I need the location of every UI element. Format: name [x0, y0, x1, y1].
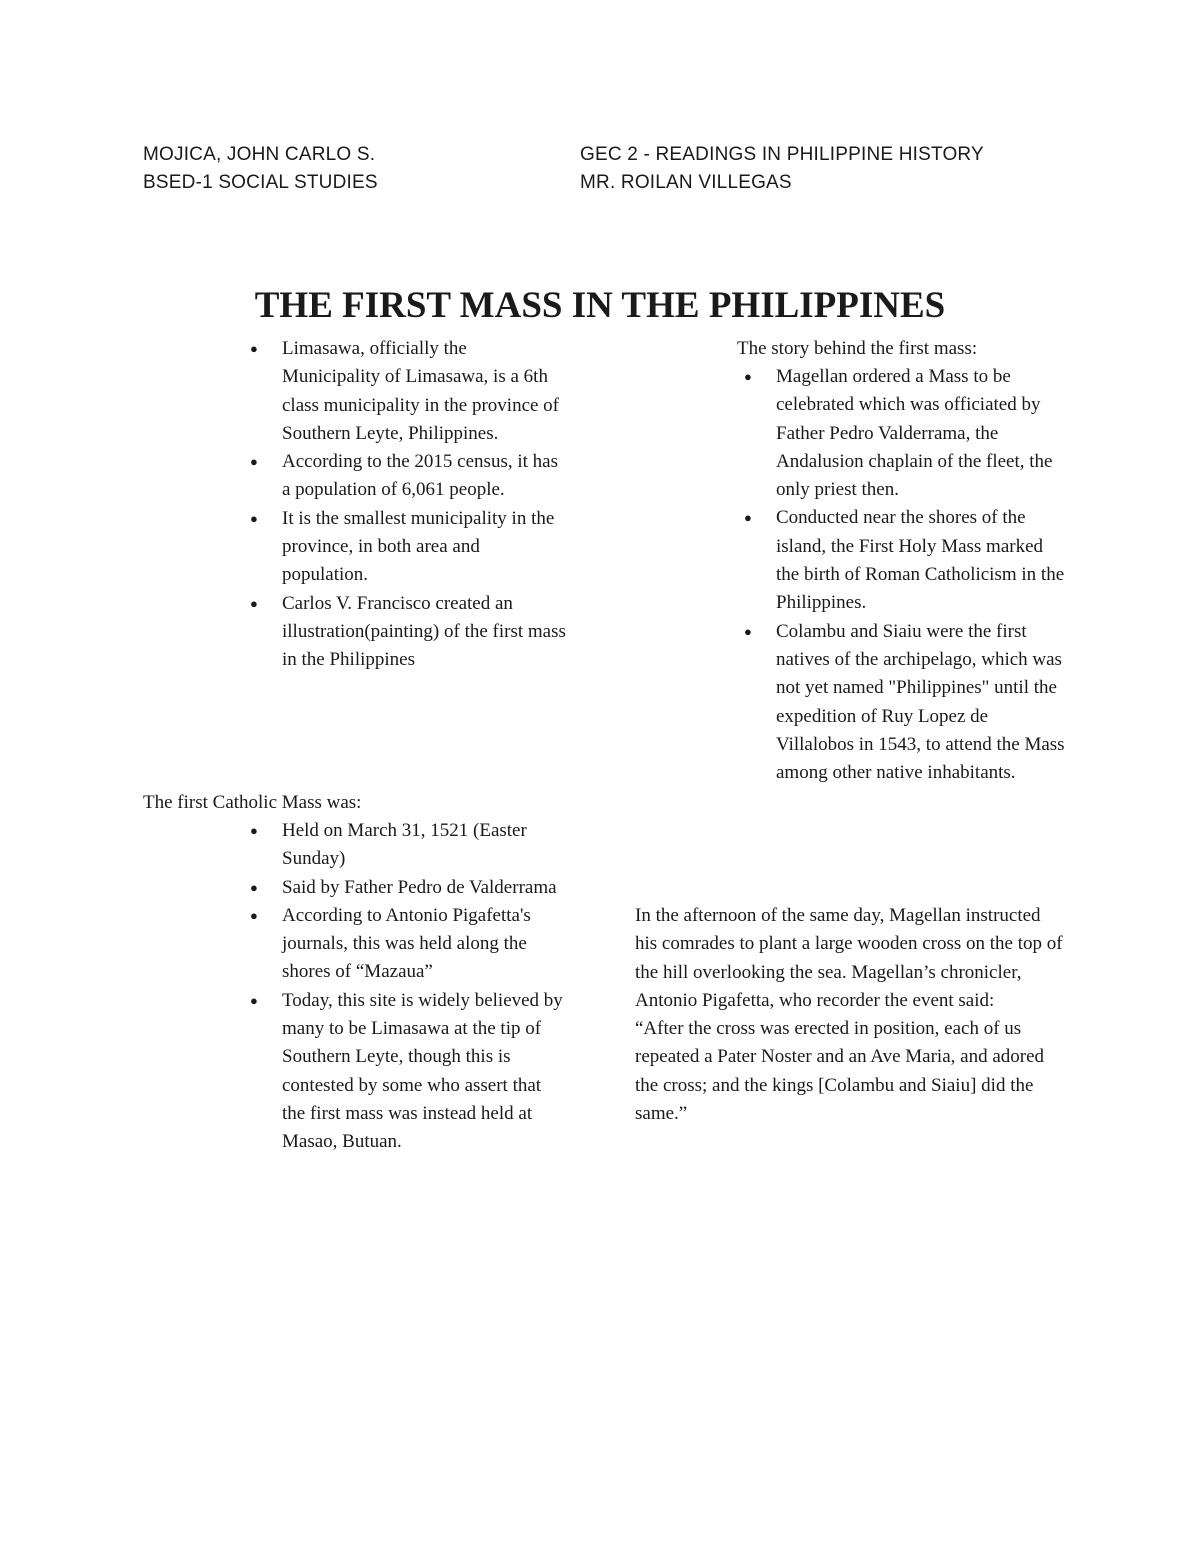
- bullet-icon: ●: [250, 992, 258, 1008]
- list-item-text: Held on March 31, 1521 (Easter Sunday): [282, 820, 527, 870]
- list-item-text: Carlos V. Francisco created an illustration(painting) of the first mass in the Philippines: [282, 592, 566, 671]
- list-item-text: Said by Father Pedro de Valderrama: [282, 876, 557, 898]
- list-item: [250, 590, 567, 675]
- limasawa-facts-list: [250, 335, 567, 675]
- list-item-text: Limasawa, officially the Municipality of Limasawa, is a 6th class municipality in the province of Southern Leyte, Philippines.: [282, 338, 560, 444]
- afternoon-section: [635, 902, 1065, 1128]
- list-item-text: According to Antonio Pigafetta's journals, this was held along the shores of “Mazaua”: [282, 904, 531, 983]
- bullet-icon: ●: [744, 369, 752, 384]
- instructor-name: MR. ROILAN VILLEGAS: [580, 172, 792, 193]
- list-item: [744, 618, 1066, 788]
- list-item: [250, 448, 567, 505]
- student-name: MOJICA, JOHN CARLO S.: [143, 144, 376, 165]
- header-student-block: [143, 141, 378, 197]
- list-item: [250, 817, 567, 874]
- first-mass-facts-list: [250, 817, 567, 1157]
- bullet-icon: ●: [250, 595, 258, 611]
- bullet-icon: ●: [744, 623, 752, 639]
- list-item: [744, 363, 1066, 504]
- bullet-icon: ●: [250, 454, 258, 470]
- list-item: [250, 335, 567, 448]
- student-program: BSED-1 SOCIAL STUDIES: [143, 172, 378, 193]
- pigafetta-quote: “After the cross was erected in position, each of us repeated a Pater Noster and an Ave Maria, and adored the cross; and the kings [Colambu and Siaiu] did the same.”: [635, 1018, 1045, 1125]
- list-item-text: Magellan ordered a Mass to be celebrated which was officiated by Father Pedro Valderrama, the Andalusion chaplain of the fleet, the only priest then.: [776, 366, 1053, 501]
- bullet-icon: ●: [744, 510, 752, 526]
- story-heading: The story behind the first mass:: [737, 338, 978, 359]
- list-item: [250, 505, 567, 590]
- list-item: [250, 987, 567, 1157]
- course-title: GEC 2 - READINGS IN PHILIPPINE HISTORY: [580, 144, 984, 165]
- afternoon-paragraph: In the afternoon of the same day, Magellan instructed his comrades to plant a large wooden cross on the top of the hill overlooking the sea. Magellan’s chronicler, Antonio Pigafetta, who recorder the event said:: [635, 905, 1063, 1011]
- list-item: [744, 504, 1066, 617]
- header-course-block: [580, 141, 984, 197]
- list-item-text: It is the smallest municipality in the province, in both area and population.: [282, 507, 555, 586]
- list-item-text: According to the 2015 census, it has a population of 6,061 people.: [282, 451, 558, 501]
- bullet-icon: ●: [250, 879, 258, 895]
- list-item: [250, 874, 567, 902]
- story-points-list: [744, 363, 1066, 787]
- list-item: [250, 902, 567, 987]
- first-mass-heading: The first Catholic Mass was:: [143, 792, 362, 813]
- bullet-icon: ●: [250, 823, 258, 838]
- bullet-icon: ●: [250, 510, 258, 526]
- list-item-text: Colambu and Siaiu were the first natives of the archipelago, which was not yet named "Philippines" until the expedition of Ruy Lopez de Villalobos in 1543, to attend the Mass among other native inhabitants.: [776, 620, 1065, 784]
- document-title: THE FIRST MASS IN THE PHILIPPINES: [254, 285, 946, 326]
- list-item-text: Today, this site is widely believed by many to be Limasawa at the tip of Southern Leyte, though this is contested by some who assert that the first mass was instead held at Masao, Butuan.: [282, 989, 563, 1153]
- list-item-text: Conducted near the shores of the island, the First Holy Mass marked the birth of Roman Catholicism in the Philippines.: [776, 507, 1065, 614]
- bullet-icon: ●: [250, 907, 258, 923]
- bullet-icon: ●: [250, 341, 258, 356]
